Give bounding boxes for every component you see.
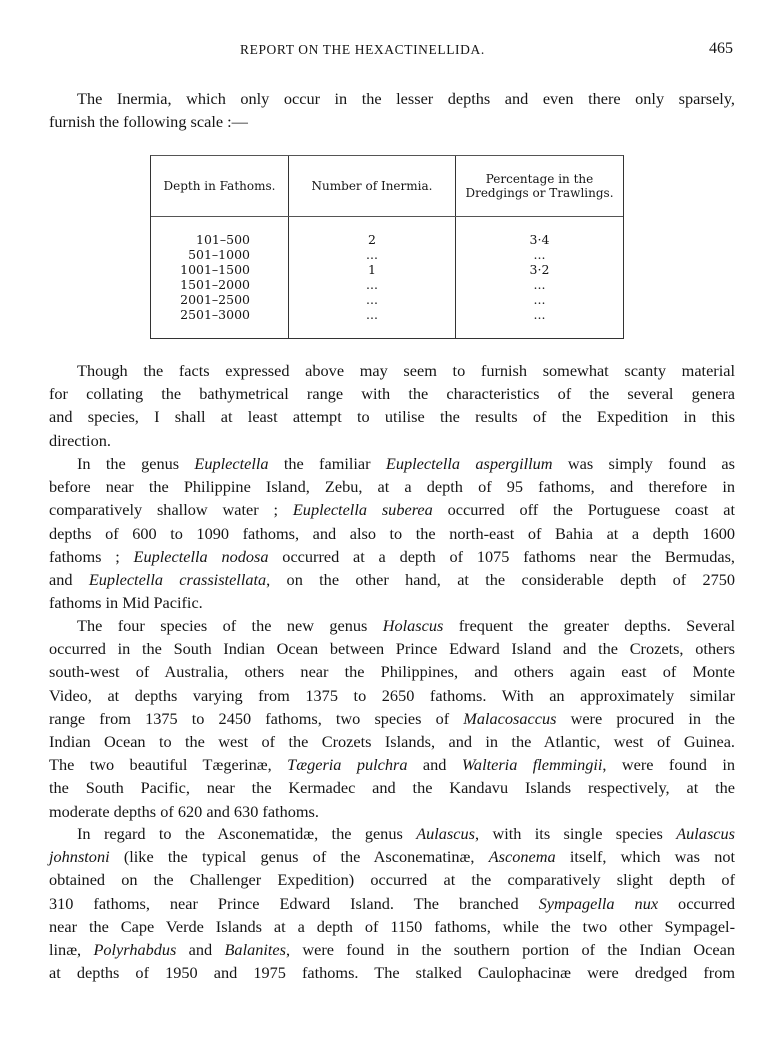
table-cell-depth: 2001–2500 — [180, 292, 250, 307]
text-line: Though the facts expressed above may seem to furnish somewhat scanty material — [77, 361, 735, 380]
table-cell-percentage: ... — [533, 307, 546, 322]
text-line: furnish the following scale :— — [49, 112, 248, 132]
paragraph-asconematidae — [49, 822, 735, 984]
text-line: In regard to the Asconematidæ, the genus Aulascus, with its single species Aulascus — [77, 824, 735, 843]
text-line: the South Pacific, near the Kermadec and the Kandavu Islands respectively, at the — [49, 778, 735, 798]
running-title: REPORT ON THE HEXACTINELLIDA. — [240, 42, 485, 57]
text-line: 310 fathoms, near Prince Edward Island. The branched Sympagella nux occurred — [49, 893, 735, 913]
text-line: for collating the bathymetrical range with the characteristics of the several genera — [49, 384, 735, 404]
column-header-percentage: Percentage in the Dredgings or Trawlings. — [465, 172, 614, 200]
table-cell-percentage: 3·4 — [529, 232, 550, 247]
table-cell-number: ... — [366, 277, 378, 292]
text-line: depths of 600 to 1090 fathoms, and also to the north-east of Bahia at a depth 1600 — [49, 523, 735, 543]
text-line: Video, at depths varying from 1375 to 2650 fathoms. With an approximately similar — [49, 685, 735, 705]
text-line: Indian Ocean to the west of the Crozets Islands, and in the Atlantic, west of Guinea. — [49, 731, 735, 751]
text-line: before near the Philippine Island, Zebu, at a depth of 95 fathoms, and therefore in — [49, 477, 735, 497]
paragraph-holascus — [49, 614, 735, 823]
column-header-depth: Depth in Fathoms. — [163, 179, 276, 193]
text-line: near the Cape Verde Islands at a depth of 1150 fathoms, while the two other Sympagel- — [49, 916, 735, 936]
text-line: direction. — [49, 430, 111, 450]
text-line: obtained on the Challenger Expedition) occurred at the comparatively slight depth of — [49, 870, 735, 890]
header-rule — [151, 216, 623, 217]
table-cell-depth: 501–1000 — [188, 247, 250, 262]
text-line: The two beautiful Tægerinæ, Tægeria pulchra and Walteria flemmingii, were found in — [49, 755, 735, 775]
table-cell-number: 2 — [368, 232, 376, 247]
text-line: johnstoni (like the typical genus of the Asconematinæ, Asconema itself, which was not — [49, 847, 735, 867]
table-cell-number: ... — [366, 292, 378, 307]
inermia-depth-table — [150, 155, 624, 339]
text-line: moderate depths of 620 and 630 fathoms. — [49, 801, 319, 821]
number-column — [289, 232, 455, 322]
text-line: The four species of the new genus Holascus frequent the greater depths. Several — [77, 616, 735, 635]
depth-column — [151, 232, 288, 322]
text-line: The Inermia, which only occur in the lesser depths and even there only sparsely, — [77, 89, 735, 108]
intro-paragraph — [49, 87, 735, 133]
text-line: linæ, Polyrhabdus and Balanites, were found in the southern portion of the Indian Ocean — [49, 939, 735, 959]
running-header — [0, 42, 776, 64]
table-cell-number: 1 — [368, 262, 376, 277]
percentage-column — [456, 232, 623, 322]
table-cell-percentage: ... — [533, 247, 546, 262]
text-line: In the genus Euplectella the familiar Euplectella aspergillum was simply found as — [77, 454, 735, 473]
text-line: fathoms ; Euplectella nodosa occurred at a depth of 1075 fathoms near the Bermudas, — [49, 546, 735, 566]
page-number: 465 — [709, 40, 733, 57]
table-cell-number: ... — [366, 247, 378, 262]
table-cell-depth: 1001–1500 — [180, 262, 250, 277]
text-line: and Euplectella crassistellata, on the other hand, at the considerable depth of 2750 — [49, 569, 736, 589]
paragraph-euplectella — [49, 452, 735, 614]
text-line: range from 1375 to 2450 fathoms, two species of Malacosaccus were procured in the — [49, 708, 736, 728]
table-cell-percentage: 3·2 — [529, 262, 550, 277]
column-header-number: Number of Inermia. — [311, 179, 433, 193]
table-cell-depth: 2501–3000 — [180, 307, 250, 322]
table-cell-percentage: ... — [533, 292, 546, 307]
text-line: south-west of Australia, others near the Philippines, and others again east of Monte — [49, 662, 735, 682]
table-cell-number: ... — [366, 307, 378, 322]
text-line: and species, I shall at least attempt to utilise the results of the Expedition in this — [49, 407, 735, 427]
text-line: at depths of 1950 and 1975 fathoms. The stalked Caulophacinæ were dredged from — [49, 963, 735, 983]
table-cell-percentage: ... — [533, 277, 546, 292]
text-line: occurred in the South Indian Ocean between Prince Edward Island and the Crozets, others — [49, 639, 735, 659]
text-line: fathoms in Mid Pacific. — [49, 593, 203, 613]
table-cell-depth: 101–500 — [196, 232, 250, 247]
paragraph-bathymetric-intro — [49, 359, 735, 452]
text-line: comparatively shallow water ; Euplectella suberea occurred off the Portuguese coast at — [49, 500, 735, 520]
table-cell-depth: 1501–2000 — [180, 277, 250, 292]
